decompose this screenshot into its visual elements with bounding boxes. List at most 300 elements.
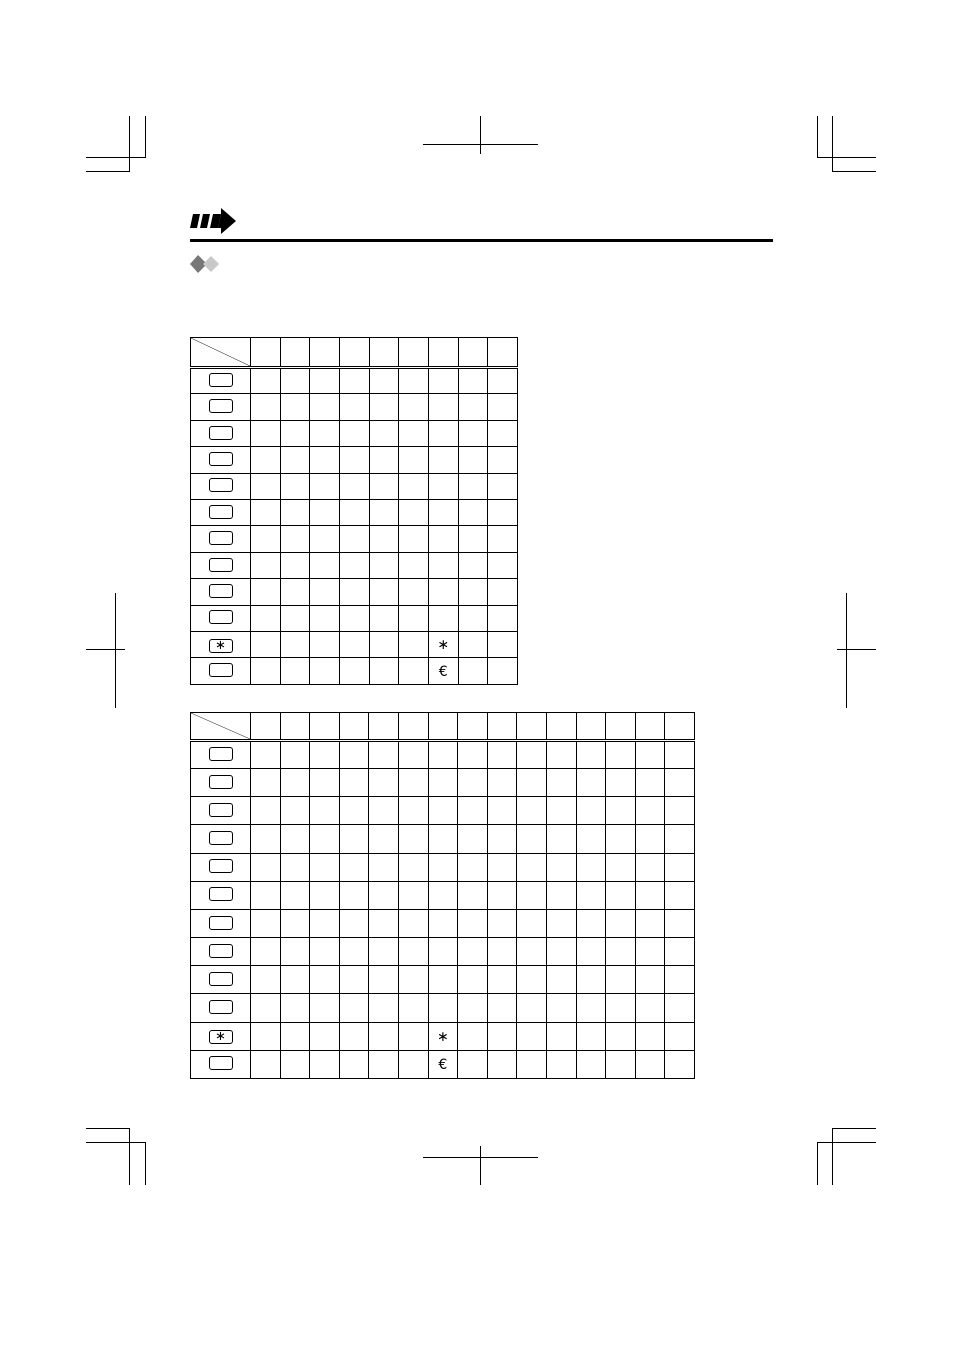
- table-cell: [546, 909, 576, 937]
- table-cell: [399, 368, 429, 394]
- crop-mark: [423, 1157, 538, 1158]
- key-cell: [191, 797, 251, 825]
- table-cell: [635, 825, 665, 853]
- table-cell: [339, 658, 369, 684]
- table-cell: [428, 938, 458, 966]
- table-cell: [369, 797, 399, 825]
- table-cell: [488, 632, 518, 658]
- header-cell: [428, 338, 458, 368]
- table-cell: [428, 526, 458, 552]
- table-cell: [428, 797, 458, 825]
- table-cell: [310, 881, 340, 909]
- table-cell: [398, 741, 428, 769]
- crop-mark: [86, 1142, 145, 1143]
- table-cell: [339, 938, 369, 966]
- table-cell: [339, 1050, 369, 1078]
- table-cell: [310, 825, 340, 853]
- table-cell: [369, 500, 399, 526]
- table-cell: [339, 909, 369, 937]
- table-row: [191, 368, 518, 394]
- table-cell: [635, 966, 665, 994]
- table-cell: [606, 797, 636, 825]
- table-cell: [546, 881, 576, 909]
- table-cell: [546, 966, 576, 994]
- table-cell: [487, 853, 517, 881]
- table-cell: [428, 909, 458, 937]
- crop-mark: [86, 649, 125, 650]
- table-cell: [280, 552, 310, 578]
- crop-mark: [480, 1146, 481, 1185]
- character-table-1: [190, 337, 518, 685]
- keypad-key-icon: [209, 972, 233, 986]
- table-cell: [399, 473, 429, 499]
- table-cell: [399, 394, 429, 420]
- table-cell: [606, 853, 636, 881]
- table-cell: [339, 473, 369, 499]
- table-cell: [369, 825, 399, 853]
- crop-mark: [817, 157, 876, 158]
- table-cell: [488, 526, 518, 552]
- table-cell: [428, 420, 458, 446]
- keypad-key-icon: [209, 478, 233, 492]
- cell-character: €: [438, 1056, 448, 1073]
- table-cell: [280, 1022, 310, 1050]
- table-cell: [665, 994, 695, 1022]
- table-cell: [369, 938, 399, 966]
- table-cell: [428, 368, 458, 394]
- table-cell: [428, 994, 458, 1022]
- table-cell: [310, 658, 340, 684]
- table-cell: [517, 769, 547, 797]
- table-cell: [398, 769, 428, 797]
- table-cell: [251, 368, 281, 394]
- table-cell: [251, 853, 281, 881]
- table-cell: [576, 994, 606, 1022]
- table-cell: [280, 1050, 310, 1078]
- table-cell: [606, 741, 636, 769]
- table-cell: [487, 994, 517, 1022]
- header-cell: [310, 338, 340, 368]
- table-cell: [399, 579, 429, 605]
- table-cell: [339, 368, 369, 394]
- keypad-key-icon: [209, 452, 233, 466]
- table-cell: [339, 994, 369, 1022]
- key-cell: [191, 853, 251, 881]
- key-cell: [191, 473, 251, 499]
- table-cell: [458, 825, 488, 853]
- table-cell: [546, 1022, 576, 1050]
- keypad-key-icon: [209, 663, 233, 677]
- table-cell: [546, 797, 576, 825]
- table-cell: [428, 447, 458, 473]
- keypad-key-icon: ∗: [209, 1030, 233, 1044]
- table-cell: [369, 632, 399, 658]
- table-cell: [280, 420, 310, 446]
- table-cell: [606, 994, 636, 1022]
- table-cell: [428, 1022, 458, 1050]
- header-cell: [487, 713, 517, 741]
- table-row: [191, 605, 518, 631]
- table-cell: [310, 1050, 340, 1078]
- table-row: [191, 552, 518, 578]
- table-cell: [458, 473, 488, 499]
- keypad-key-icon: [209, 859, 233, 873]
- table-cell: [665, 769, 695, 797]
- table-cell: [339, 552, 369, 578]
- table-cell: [251, 447, 281, 473]
- table-cell: [369, 473, 399, 499]
- table-cell: [606, 825, 636, 853]
- key-cell: [191, 1022, 251, 1050]
- table-cell: [251, 938, 281, 966]
- table-cell: [399, 552, 429, 578]
- table-cell: [369, 769, 399, 797]
- table-cell: [339, 881, 369, 909]
- table-row: [191, 447, 518, 473]
- table-row: [191, 881, 695, 909]
- table-cell: [576, 881, 606, 909]
- corner-cell: [191, 338, 251, 368]
- table-cell: [517, 741, 547, 769]
- table-cell: [458, 909, 488, 937]
- table-cell: [665, 825, 695, 853]
- crop-mark: [115, 593, 116, 708]
- table-cell: [369, 394, 399, 420]
- table-cell: [251, 658, 281, 684]
- table-row: [191, 632, 518, 658]
- table-cell: [399, 500, 429, 526]
- table-cell: [488, 552, 518, 578]
- keypad-key-icon: [209, 558, 233, 572]
- table-cell: [576, 938, 606, 966]
- table-cell: [428, 658, 458, 684]
- keypad-key-icon: [209, 584, 233, 598]
- table-cell: [488, 500, 518, 526]
- table-cell: [458, 1050, 488, 1078]
- table-cell: [458, 632, 488, 658]
- table-cell: [487, 1022, 517, 1050]
- keypad-key-icon: [209, 610, 233, 624]
- table-cell: [428, 1050, 458, 1078]
- table-cell: [369, 1022, 399, 1050]
- key-cell: [191, 632, 251, 658]
- key-cell: [191, 881, 251, 909]
- table-cell: [428, 769, 458, 797]
- table-cell: [369, 881, 399, 909]
- table-cell: [458, 938, 488, 966]
- key-cell: [191, 447, 251, 473]
- table-cell: [369, 741, 399, 769]
- key-cell: [191, 500, 251, 526]
- table-cell: [458, 741, 488, 769]
- header-cell: [251, 338, 281, 368]
- table-cell: [310, 394, 340, 420]
- table-cell: [487, 909, 517, 937]
- header-cell: [488, 338, 518, 368]
- table-cell: [251, 632, 281, 658]
- table-cell: [576, 1022, 606, 1050]
- cell-character: ∗: [436, 1028, 449, 1045]
- table-cell: [398, 938, 428, 966]
- header-cell: [369, 338, 399, 368]
- header-cell: [280, 338, 310, 368]
- header-cell: [339, 713, 369, 741]
- table-cell: [369, 1050, 399, 1078]
- header-cell: [458, 338, 488, 368]
- table-cell: [280, 909, 310, 937]
- table-cell: [280, 966, 310, 994]
- table-cell: [310, 368, 340, 394]
- key-cell: [191, 420, 251, 446]
- table-cell: [251, 769, 281, 797]
- table-cell: [458, 526, 488, 552]
- table-cell: [251, 797, 281, 825]
- table-cell: [280, 741, 310, 769]
- table-row: [191, 420, 518, 446]
- table-cell: [488, 579, 518, 605]
- table-row: [191, 741, 695, 769]
- table-cell: [428, 825, 458, 853]
- table-cell: [428, 394, 458, 420]
- key-cell: [191, 658, 251, 684]
- header-cell: [369, 713, 399, 741]
- table-cell: [635, 994, 665, 1022]
- table-cell: [517, 881, 547, 909]
- table-cell: [369, 526, 399, 552]
- table-cell: [280, 769, 310, 797]
- table-cell: [488, 447, 518, 473]
- key-cell: [191, 526, 251, 552]
- table-cell: [339, 579, 369, 605]
- table-cell: [280, 368, 310, 394]
- table-cell: [399, 605, 429, 631]
- keypad-key-icon: [209, 916, 233, 930]
- table-cell: [310, 526, 340, 552]
- table-cell: [398, 1022, 428, 1050]
- table-cell: [576, 853, 606, 881]
- table-cell: [665, 797, 695, 825]
- table-cell: [428, 579, 458, 605]
- table-cell: [398, 881, 428, 909]
- crop-mark: [145, 116, 146, 158]
- crop-mark: [145, 1142, 146, 1185]
- table-cell: [339, 853, 369, 881]
- table-row: [191, 966, 695, 994]
- table-row: [191, 526, 518, 552]
- table-cell: [369, 368, 399, 394]
- table-cell: [339, 741, 369, 769]
- table-row: [191, 394, 518, 420]
- table-cell: [546, 825, 576, 853]
- table-cell: [251, 1022, 281, 1050]
- table-cell: [665, 741, 695, 769]
- table-cell: [310, 579, 340, 605]
- table-cell: [665, 1022, 695, 1050]
- header-rule: [190, 239, 773, 242]
- table-cell: [280, 394, 310, 420]
- table-cell: [458, 420, 488, 446]
- table-cell: [339, 1022, 369, 1050]
- table-cell: [310, 966, 340, 994]
- table-row: [191, 994, 695, 1022]
- keypad-key-icon: [209, 505, 233, 519]
- table-cell: [576, 825, 606, 853]
- table-cell: [488, 420, 518, 446]
- table-cell: [458, 605, 488, 631]
- table-row: [191, 579, 518, 605]
- table-cell: [398, 825, 428, 853]
- table-cell: [606, 881, 636, 909]
- table-cell: [606, 1050, 636, 1078]
- table-cell: [369, 552, 399, 578]
- table-cell: [280, 632, 310, 658]
- table-cell: [665, 853, 695, 881]
- table-cell: [428, 632, 458, 658]
- table-cell: [399, 658, 429, 684]
- key-cell: [191, 825, 251, 853]
- key-cell: [191, 579, 251, 605]
- table-cell: [546, 938, 576, 966]
- table-row: [191, 769, 695, 797]
- diagonal-line: [191, 713, 250, 739]
- header-cell: [280, 713, 310, 741]
- keypad-key-icon: [209, 1056, 233, 1070]
- table-cell: [606, 966, 636, 994]
- table-cell: [665, 909, 695, 937]
- table-cell: [280, 579, 310, 605]
- table-cell: [310, 447, 340, 473]
- crop-mark: [129, 1128, 130, 1185]
- table-cell: [635, 853, 665, 881]
- table-cell: [310, 994, 340, 1022]
- table-cell: [488, 473, 518, 499]
- table-cell: [251, 500, 281, 526]
- table-cell: [635, 909, 665, 937]
- table-row: [191, 825, 695, 853]
- table-cell: [369, 909, 399, 937]
- character-table-2: [190, 712, 695, 1079]
- crop-mark: [129, 116, 130, 172]
- table-cell: [458, 966, 488, 994]
- table-cell: [369, 605, 399, 631]
- table-cell: [310, 1022, 340, 1050]
- table-cell: [487, 741, 517, 769]
- crop-mark: [480, 116, 481, 154]
- cell-character: ∗: [437, 637, 450, 654]
- table-cell: [635, 797, 665, 825]
- table-cell: [517, 853, 547, 881]
- table-cell: [458, 881, 488, 909]
- table-cell: [487, 881, 517, 909]
- table-cell: [458, 853, 488, 881]
- table-cell: [398, 853, 428, 881]
- keypad-key-icon: [209, 831, 233, 845]
- table-cell: [369, 579, 399, 605]
- table-cell: [665, 881, 695, 909]
- table-cell: [458, 797, 488, 825]
- table-cell: [458, 447, 488, 473]
- table-cell: [458, 368, 488, 394]
- table-cell: [635, 1022, 665, 1050]
- keypad-key-icon: [209, 775, 233, 789]
- crop-mark: [817, 116, 818, 158]
- table-cell: [458, 394, 488, 420]
- keypad-key-icon: [209, 426, 233, 440]
- crop-mark: [837, 649, 876, 650]
- keypad-key-icon: [209, 747, 233, 761]
- table-cell: [251, 552, 281, 578]
- table-cell: [428, 881, 458, 909]
- table-cell: [458, 658, 488, 684]
- table-header-row: [191, 713, 695, 741]
- table-cell: [576, 909, 606, 937]
- table-cell: [280, 797, 310, 825]
- table-cell: [339, 447, 369, 473]
- crop-mark: [832, 1128, 833, 1185]
- table-cell: [488, 605, 518, 631]
- table-cell: [458, 500, 488, 526]
- table-cell: [369, 658, 399, 684]
- table-cell: [310, 500, 340, 526]
- table-cell: [280, 526, 310, 552]
- table-cell: [635, 1050, 665, 1078]
- crop-mark: [832, 1128, 876, 1129]
- table-cell: [339, 825, 369, 853]
- crop-mark: [817, 1142, 818, 1185]
- table-cell: [339, 420, 369, 446]
- table-cell: [517, 966, 547, 994]
- table-cell: [399, 420, 429, 446]
- header-cell: [517, 713, 547, 741]
- table-cell: [458, 552, 488, 578]
- table-row: [191, 938, 695, 966]
- table-cell: [546, 1050, 576, 1078]
- header-cell: [399, 338, 429, 368]
- table-cell: [280, 658, 310, 684]
- header-cell: [310, 713, 340, 741]
- keypad-key-icon: [209, 944, 233, 958]
- keypad-key-icon: [209, 887, 233, 901]
- table-cell: [488, 658, 518, 684]
- table-cell: [310, 769, 340, 797]
- table-cell: [517, 938, 547, 966]
- table-cell: [665, 966, 695, 994]
- table-cell: [517, 1022, 547, 1050]
- table-cell: [546, 741, 576, 769]
- table-cell: [488, 368, 518, 394]
- table-cell: [339, 632, 369, 658]
- table-cell: [458, 769, 488, 797]
- table-cell: [458, 994, 488, 1022]
- table-cell: [488, 394, 518, 420]
- table-header-row: [191, 338, 518, 368]
- table-cell: [280, 500, 310, 526]
- table-cell: [280, 447, 310, 473]
- table-row: [191, 797, 695, 825]
- key-cell: [191, 394, 251, 420]
- table-cell: [487, 938, 517, 966]
- table-cell: [280, 994, 310, 1022]
- table-cell: [428, 500, 458, 526]
- header-cell: [339, 338, 369, 368]
- table-cell: [339, 769, 369, 797]
- table-cell: [428, 473, 458, 499]
- table-row: [191, 1022, 695, 1050]
- table-cell: [398, 994, 428, 1022]
- table-cell: [517, 825, 547, 853]
- table-cell: [635, 769, 665, 797]
- table-cell: [665, 938, 695, 966]
